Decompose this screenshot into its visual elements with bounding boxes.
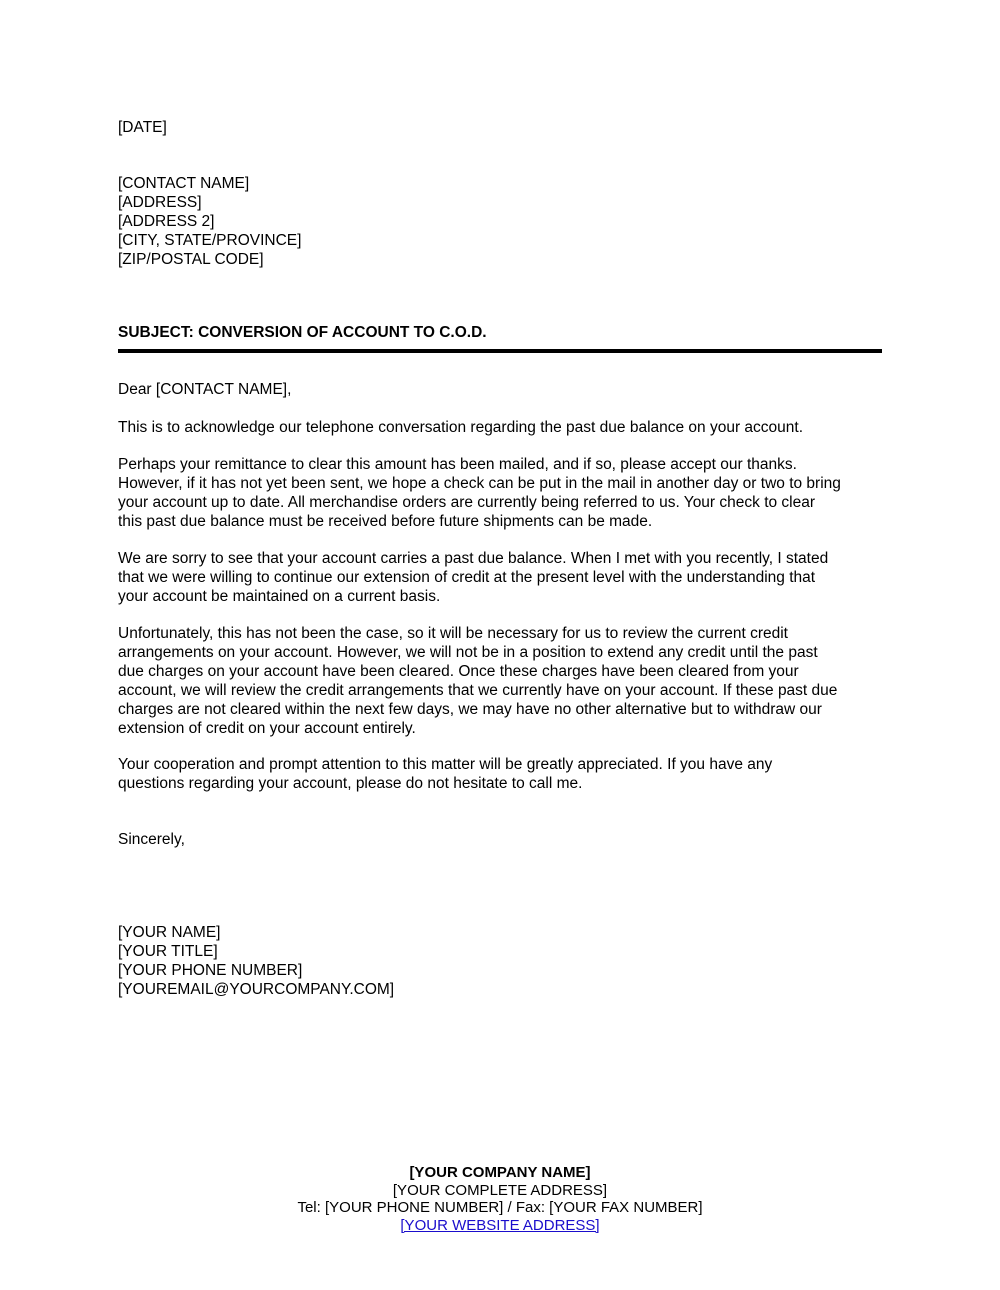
paragraph-line: arrangements on your account. However, we will not be in a position to extend any credit until the past [118,644,818,661]
recipient-contact-name: [CONTACT NAME] [118,175,250,192]
recipient-address: [ADDRESS] [118,194,202,211]
recipient-zip: [ZIP/POSTAL CODE] [118,251,264,268]
paragraph-line: Perhaps your remittance to clear this amount has been mailed, and if so, please accept our thanks. [118,456,797,473]
signature-name: [YOUR NAME] [118,924,221,941]
subject-line: SUBJECT: CONVERSION OF ACCOUNT TO C.O.D. [118,324,487,341]
paragraph-line: charges are not cleared within the next few days, we may have no other alternative but to withdraw our [118,701,822,718]
salutation-text: Dear [CONTACT NAME], [118,381,292,398]
salutation [118,380,888,399]
paragraph-line: We are sorry to see that your account carries a past due balance. When I met with you recently, I stated [118,550,829,567]
signature-title: [YOUR TITLE] [118,943,218,960]
body-paragraph-3 [118,549,888,606]
paragraph-line: due charges on your account have been cleared. Once these charges have been cleared from your [118,663,799,680]
paragraph-line: your account be maintained on a current basis. [118,588,441,605]
paragraph-line: Unfortunately, this has not been the case, so it will be necessary for us to review the current credit [118,625,788,642]
date-text: [DATE] [118,119,167,136]
recipient-city-state: [CITY, STATE/PROVINCE] [118,232,302,249]
body-paragraph-5 [118,755,888,793]
signature-email: [YOUREMAIL@YOURCOMPANY.COM] [118,981,395,998]
paragraph-line: account, we will review the credit arrangements that we currently have on your account. If these past due [118,682,838,699]
paragraph-line: questions regarding your account, please do not hesitate to call me. [118,775,583,792]
footer-company-name: [YOUR COMPANY NAME] [409,1164,591,1181]
footer-website-link[interactable]: [YOUR WEBSITE ADDRESS] [400,1216,600,1234]
footer-tel-fax: Tel: [YOUR PHONE NUMBER] / Fax: [YOUR FAX NUMBER] [297,1199,703,1216]
recipient-address-block [118,174,888,269]
paragraph-line: that we were willing to continue our extension of credit at the present level with the understanding that [118,569,816,586]
letterhead-footer [0,1164,1000,1234]
closing [118,830,888,849]
signature-phone: [YOUR PHONE NUMBER] [118,962,303,979]
paragraph-line: Your cooperation and prompt attention to this matter will be greatly appreciated. If you have any [118,756,773,773]
paragraph-line: this past due balance must be received before future shipments can be made. [118,513,653,530]
paragraph-line: your account up to date. All merchandise orders are currently being referred to us. Your check to clear [118,494,816,511]
recipient-address-2: [ADDRESS 2] [118,213,215,230]
subject-divider [118,349,882,353]
paragraph-line: This is to acknowledge our telephone conversation regarding the past due balance on your account. [118,419,804,436]
signature-block [118,923,888,999]
body-paragraph-1 [118,418,888,437]
footer-address: [YOUR COMPLETE ADDRESS] [392,1181,608,1199]
paragraph-line: extension of credit on your account entirely. [118,720,416,737]
paragraph-line: However, if it has not yet been sent, we hope a check can be put in the mail in another day or two to bring [118,475,841,492]
body-paragraph-2 [118,455,888,531]
closing-text: Sincerely, [118,831,185,848]
date [118,118,888,137]
body-paragraph-4 [118,624,888,738]
